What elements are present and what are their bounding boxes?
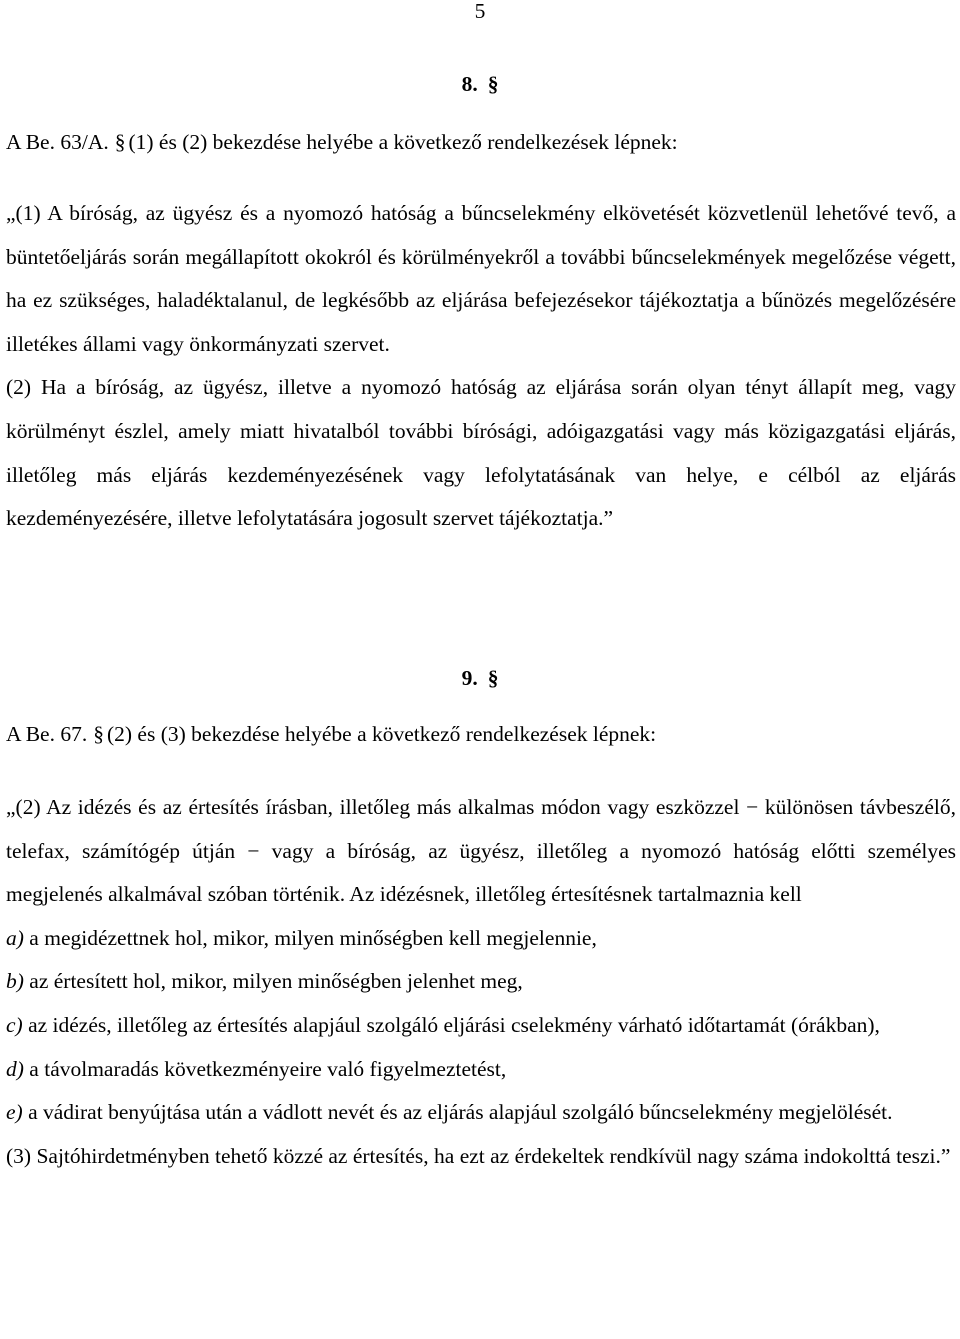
section-8-sign: § [487, 72, 499, 96]
list-item-label: b) [6, 969, 24, 994]
section-8-paragraph-2: (2) Ha a bíróság, az ügyész, illetve a nyomozó hatóság az eljárása során olyan tényt állapít meg, vagy körülményt észlel, amely miatt hivatalból további bírósági, adóigazgatási vagy más közigazgatási eljárás, illetőleg más eljárás kezdeményezésének vagy lefolytatásának van helye, e célból az eljárás kezdeményezésére, illetve lefolytatására jogosult szervet tájékoztatja.” [6, 375, 956, 531]
list-item-label: e) [6, 1100, 23, 1125]
section-9-reference [6, 713, 956, 756]
section-9-paragraph-1: „(2) Az idézés és az értesítés írásban, illetőleg más alkalmas módon vagy eszközzel − különösen távbeszélő, telefax, számítógép útján − vagy a bíróság, az ügyész, illetőleg a nyomozó hatóság előtti személyes megjelenés alkalmával szóban történik. Az idézésnek, illetőleg értesítésnek tartalmaznia kell [6, 795, 956, 907]
list-item-text: az értesített hol, mikor, milyen minőségben jelenhet meg, [29, 969, 523, 994]
section-9-reference-sign: § [93, 722, 104, 746]
section-9-reference-post: (2) és (3) bekezdése helyébe a következő rendelkezések lépnek: [106, 722, 657, 746]
section-9-reference-pre: A Be. 67. [6, 722, 88, 746]
section-8-reference-sign: § [114, 130, 126, 154]
section-8-reference-pre: A Be. 63/A. [6, 130, 109, 154]
page-number: 5 [474, 0, 486, 23]
list-item-label: c) [6, 1012, 23, 1037]
section-8-reference [6, 121, 956, 164]
section-9-sign: § [487, 666, 499, 690]
list-item-label: a) [6, 925, 24, 950]
section-8-reference-post: (1) és (2) bekezdése helyébe a következő rendelkezések lépnek: [128, 130, 678, 154]
list-item [6, 917, 956, 961]
list-item [6, 1091, 956, 1135]
list-item-text: a távolmaradás következményeire való figyelmeztetést, [29, 1056, 507, 1081]
section-8-number: 8. [461, 72, 478, 96]
list-item [6, 1004, 956, 1048]
list-item [6, 1048, 956, 1092]
section-9-paragraph-3: (3) Sajtóhirdetményben tehető közzé az értesítés, ha ezt az érdekeltek rendkívül nagy száma indokolttá teszi.” [6, 1143, 951, 1168]
section-9-heading [0, 657, 960, 700]
section-8-paragraph-1: „(1) A bíróság, az ügyész és a nyomozó hatóság a bűncselekmény elkövetését közvetlenül lehetővé tevő, a büntetőeljárás során megállapított okokról és körülményekről a további bűncselekmények megelőzése végett, ha ez szükséges, haladéktalanul, de legkésőbb az eljárása befejezésekor tájékoztatja a bűnözés megelőzésére illetékes állami vagy önkormányzati szervet. [6, 201, 956, 356]
section-8-body [6, 192, 956, 541]
list-item-text: a vádirat benyújtása után a vádlott nevét és az eljárás alapjául szolgáló bűncselekmény megjelölését. [28, 1100, 893, 1125]
list-item [6, 960, 956, 1004]
section-8-heading [0, 63, 960, 106]
section-9-number: 9. [461, 666, 478, 690]
list-item-text: az idézés, illetőleg az értesítés alapjául szolgáló eljárási cselekmény várható időtartamát (órákban), [28, 1012, 880, 1037]
list-item-label: d) [6, 1056, 24, 1081]
list-item-text: a megidézettnek hol, mikor, milyen minőségben kell megjelennie, [29, 925, 597, 950]
section-9-body [6, 786, 956, 1178]
